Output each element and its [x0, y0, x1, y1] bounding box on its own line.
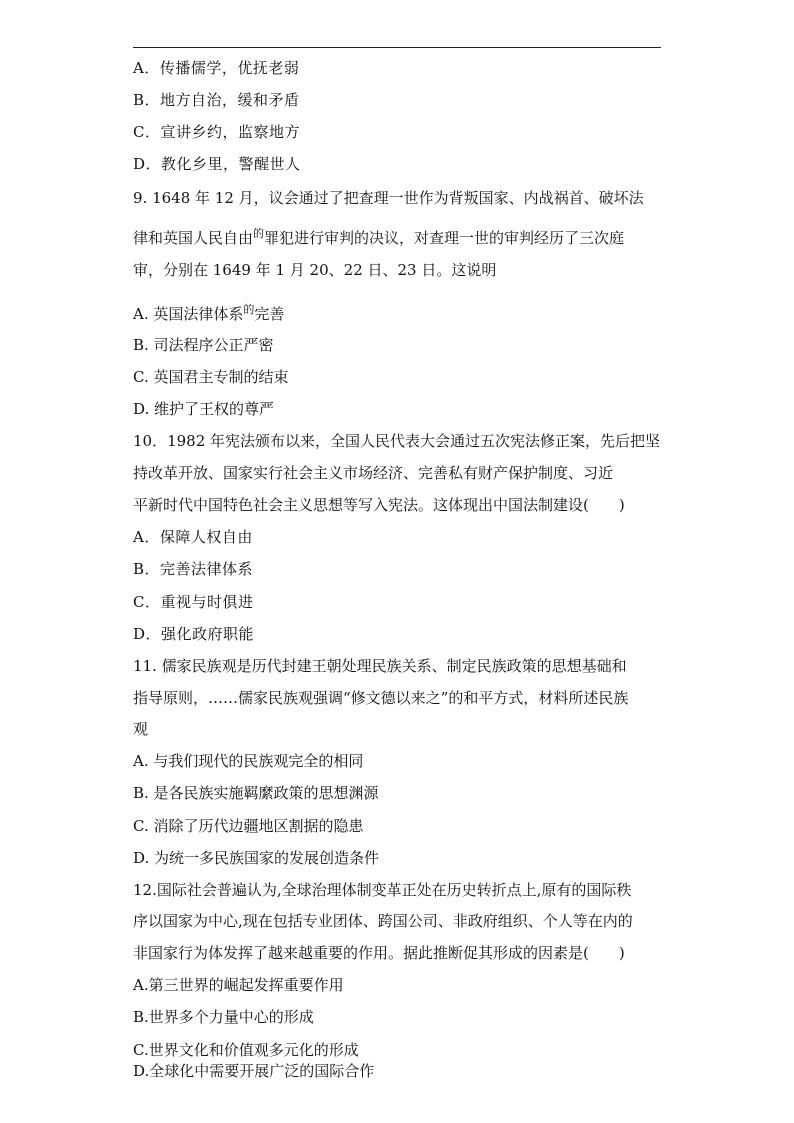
- q10-option-d: D．强化政府职能: [133, 625, 255, 643]
- q12-stem-line-2: 序以国家为中心,现在包括专业团体、跨国公司、非政府组织、个人等在内的: [133, 912, 633, 930]
- q11-option-c: C. 消除了历代边疆地区割据的隐患: [133, 817, 364, 835]
- q9-stem-line-2: 律和英国人民自由$^的$罪犯进行审判的决议，对查理一世的审判经历了三次庭: [133, 227, 625, 247]
- q12-stem-line-1: 12.国际社会普遍认为,全球治理体制变革正处在历史转折点上,原有的国际秩: [133, 881, 632, 899]
- q12-option-b: B.世界多个力量中心的形成: [133, 1008, 314, 1026]
- q9-option-d: D. 维护了王权的尊严: [133, 400, 275, 418]
- prev-option-a: A．传播儒学，优抚老弱: [133, 59, 300, 77]
- q9-option-a: A. 英国法律体系$^的$完善: [133, 303, 285, 323]
- q10-stem-line-3: 平新时代中国特色社会主义思想等写入宪法。这体现出中国法制建设( ): [133, 496, 625, 514]
- q9-stem-line-1: 9. 1648 年 12 月，议会通过了把查理一世作为背叛国家、内战祸首、破坏法: [133, 189, 644, 207]
- prev-option-d: D．教化乡里，警醒世人: [133, 155, 301, 173]
- header-rule: [133, 47, 661, 48]
- q9-option-c: C. 英国君主专制的结束: [133, 368, 289, 386]
- q9-option-b: B. 司法程序公正严密: [133, 336, 274, 354]
- q10-stem-line-2: 持改革开放、国家实行社会主义市场经济、完善私有财产保护制度、习近: [133, 464, 614, 482]
- q12-option-c: C.世界文化和价值观多元化的形成: [133, 1041, 359, 1059]
- q9-stem-line-3: 审，分别在 1649 年 1 月 20、22 日、23 日。这说明: [133, 261, 497, 279]
- q11-option-a: A. 与我们现代的民族观完全的相同: [133, 752, 364, 770]
- q11-stem-line-1: 11. 儒家民族观是历代封建王朝处理民族关系、制定民族政策的思想基础和: [133, 657, 627, 675]
- q12-stem-line-3: 非国家行为体发挥了越来越重要的作用。据此推断促其形成的因素是( ): [133, 944, 625, 962]
- q12-option-d: D.全球化中需要开展广泛的国际合作: [133, 1062, 375, 1080]
- q11-option-d: D. 为统一多民族国家的发展创造条件: [133, 849, 380, 867]
- q10-stem-line-1: 10．1982 年宪法颁布以来，全国人民代表大会通过五次宪法修正案，先后把坚: [133, 432, 661, 450]
- q11-stem-line-2: 指导原则，……儒家民族观强调“修文德以来之”的和平方式，材料所述民族: [133, 689, 629, 707]
- q12-option-a: A.第三世界的崛起发挥重要作用: [133, 976, 344, 994]
- q11-option-b: B. 是各民族实施羁縻政策的思想渊源: [133, 784, 379, 802]
- prev-option-c: C．宣讲乡约，监察地方: [133, 123, 300, 141]
- q10-option-c: C．重视与时俱进: [133, 593, 254, 611]
- q11-stem-line-3: 观: [133, 720, 149, 738]
- q10-option-b: B．完善法律体系: [133, 560, 254, 578]
- prev-option-b: B．地方自治，缓和矛盾: [133, 91, 300, 109]
- q10-option-a: A．保障人权自由: [133, 528, 253, 546]
